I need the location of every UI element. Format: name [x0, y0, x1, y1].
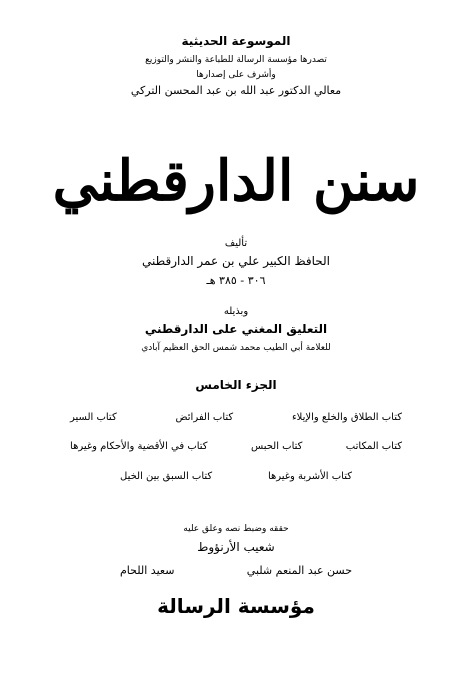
book-title: سنن الدارقطني: [52, 148, 420, 214]
co-editor-name: حسن عبد المنعم شلبي: [246, 564, 352, 577]
issuer-line: تصدرها مؤسسة الرسالة للطباعة والنشر والتوزيع: [145, 55, 327, 65]
publisher-name: مؤسسة الرسالة: [157, 594, 315, 618]
book-title-item: كتاب الأشربة وغيرها: [267, 471, 352, 482]
editors-intro: حققه وضبط نصه وعلق عليه: [183, 524, 289, 534]
lead-editor: شعيب الأرنؤوط: [197, 540, 275, 554]
supervision-intro: وأشرف على إصدارها: [196, 70, 276, 80]
appendix-intro: وبذيله: [223, 306, 249, 317]
supervisor-name: معالي الدكتور عبد الله بن عبد المحسن التركي: [130, 84, 342, 97]
volume-label: الجزء الخامس: [195, 378, 277, 392]
appendix-work: التعليق المغني على الدارقطني: [144, 322, 328, 336]
book-title-item: كتاب السبق بين الخيل: [120, 471, 213, 482]
author-name: الحافظ الكبير علي بن عمر الدارقطني: [141, 254, 331, 268]
book-title-item: كتاب في الأقضية والأحكام وغيرها: [70, 441, 208, 452]
books-row-3: [120, 471, 352, 482]
co-editor-name: سعيد اللحام: [120, 564, 175, 577]
book-title-item: كتاب الفرائض: [175, 412, 234, 423]
author-label: تأليف: [224, 238, 248, 249]
co-editors: [120, 564, 352, 577]
books-row-2: [70, 441, 402, 452]
book-title-item: كتاب المكاتب: [345, 441, 402, 452]
book-title-item: كتاب السير: [70, 412, 117, 423]
encyclopedia-name: الموسوعة الحديثية: [181, 34, 291, 48]
books-row-1: [70, 412, 402, 423]
book-title-item: كتاب الحبس: [250, 441, 303, 452]
appendix-author: للعلامة أبي الطيب محمد شمس الحق العظيم آبادي: [141, 343, 331, 353]
book-title-item: كتاب الطلاق والخلع والإيلاء: [291, 412, 402, 423]
author-dates: ٣٠٦ - ٣٨٥ هـ: [206, 274, 266, 287]
